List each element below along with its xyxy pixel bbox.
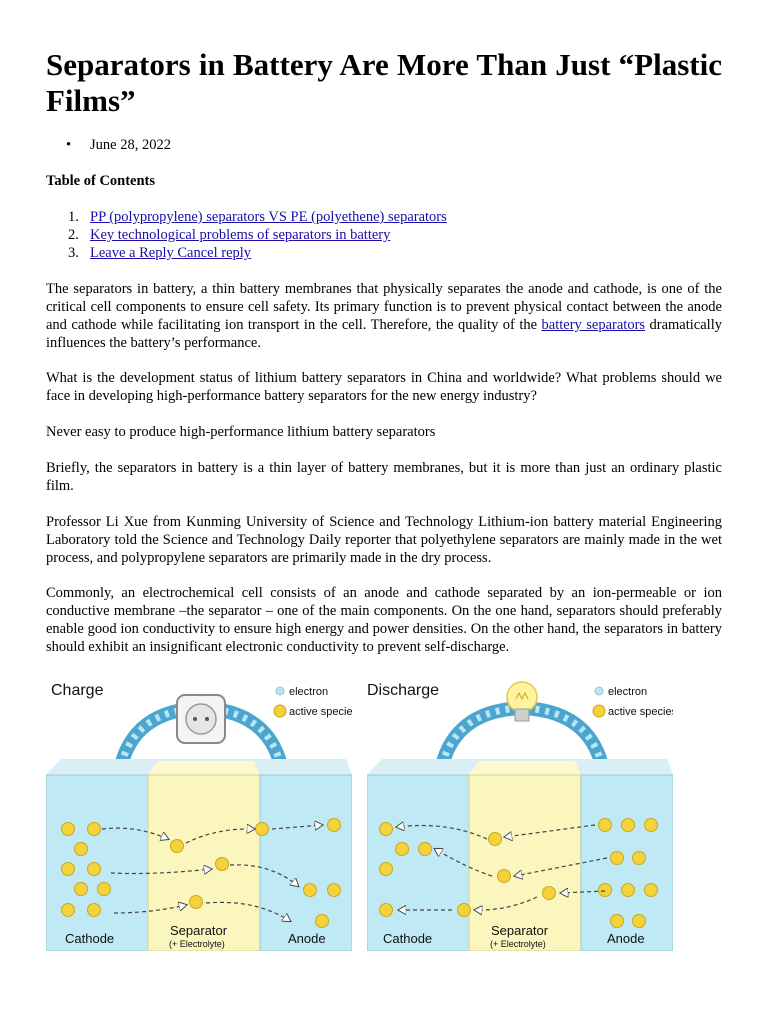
species-legend-dot <box>274 705 286 717</box>
toc-item <box>46 244 447 262</box>
electrolyte-label: (+ Electrolyte) <box>169 939 225 949</box>
legend-active-species: active species <box>608 706 673 718</box>
paragraph-brief: Briefly, the separators in battery is a thin layer of battery membranes, but it is more than just an ordinary plastic film. <box>46 460 722 494</box>
diagram-title: Charge <box>51 682 104 699</box>
diagram-title: Discharge <box>367 682 440 699</box>
legend-active-species: active species <box>289 706 352 718</box>
page-title: Separators in Battery Are More Than Just “Plastic Films” <box>46 47 722 118</box>
paragraph-development-status: What is the development status of lithium battery separators in China and worldwide? What problems should we face in developing high-performance battery separators for the new energy industry? <box>46 370 722 404</box>
paragraph-professor-quote: Professor Li Xue from Kunming University of Science and Technology Lithium-ion battery material Engineering Laboratory told the Science and Technology Daily reporter that polyethylene separators are mainly made in the wet process, and polypropylene separators are primarily made in the dry process. <box>46 514 722 566</box>
battery-separators-link[interactable]: battery separators <box>541 317 646 333</box>
post-meta <box>46 136 171 154</box>
paragraph-subheading: Never easy to produce high-performance lithium battery separators <box>46 424 436 440</box>
discharge-diagram <box>367 673 673 951</box>
toc-number: 3. <box>68 245 79 261</box>
toc-number: 2. <box>68 227 79 243</box>
toc-link-leave-reply[interactable]: Leave a Reply Cancel reply <box>90 245 252 261</box>
separator-top <box>148 761 260 775</box>
species-legend-dot <box>593 705 605 717</box>
legend-electron: electron <box>289 686 329 698</box>
separator-label: Separator <box>170 923 228 938</box>
anode-region <box>260 775 352 951</box>
charge-diagram-svg <box>46 673 352 951</box>
battery-diagram-figure <box>46 673 674 951</box>
electron-legend-dot <box>276 687 284 695</box>
paragraph-intro <box>46 280 722 352</box>
anode-label: Anode <box>288 931 326 946</box>
cathode-label: Cathode <box>383 931 433 946</box>
discharge-diagram-svg <box>367 673 673 951</box>
legend-electron: electron <box>608 686 648 698</box>
power-socket-icon <box>177 695 225 743</box>
electrolyte-label: (+ Electrolyte) <box>490 939 546 949</box>
toc-item <box>46 208 447 226</box>
paragraph-text: dramatically influences the battery’s performance. <box>46 317 722 351</box>
separator-label: Separator <box>491 923 549 938</box>
cathode-region <box>367 775 469 951</box>
anode-region <box>581 775 673 951</box>
toc-item <box>46 226 447 244</box>
anode-label: Anode <box>607 931 645 946</box>
table-of-contents <box>46 208 447 262</box>
toc-heading: Table of Contents <box>46 173 156 189</box>
charge-diagram <box>46 673 352 951</box>
electron-legend-dot <box>595 687 603 695</box>
separator-top <box>469 761 581 775</box>
toc-link-pp-vs-pe[interactable]: PP (polypropylene) separators VS PE (polyethene) separators <box>90 209 447 225</box>
post-date: • June 28, 2022 <box>46 136 171 154</box>
toc-number: 1. <box>68 209 79 225</box>
cathode-label: Cathode <box>65 931 115 946</box>
paragraph-electrochemical-cell: Commonly, an electrochemical cell consists of an anode and cathode separated by an ion-permeable or ion conductive membrane –the separator – one of the main components. On the one hand, separators should preferably enable good ion conductivity to ensure high energy and power densities. On the other hand, the separators in battery should exhibit an insignificant electronic conductivity to prevent self-discharge. <box>46 585 722 655</box>
toc-link-key-problems[interactable]: Key technological problems of separators in battery <box>90 227 391 243</box>
paragraph-text: The separators in battery, a thin battery membranes that physically separates the anode and cathode, is one of the critical cell components to ensure cell safety. Its primary function is to prevent physical contact between the anode and cathode while facilitating ion transport in the cell. Therefore, the quality of the <box>46 281 722 333</box>
